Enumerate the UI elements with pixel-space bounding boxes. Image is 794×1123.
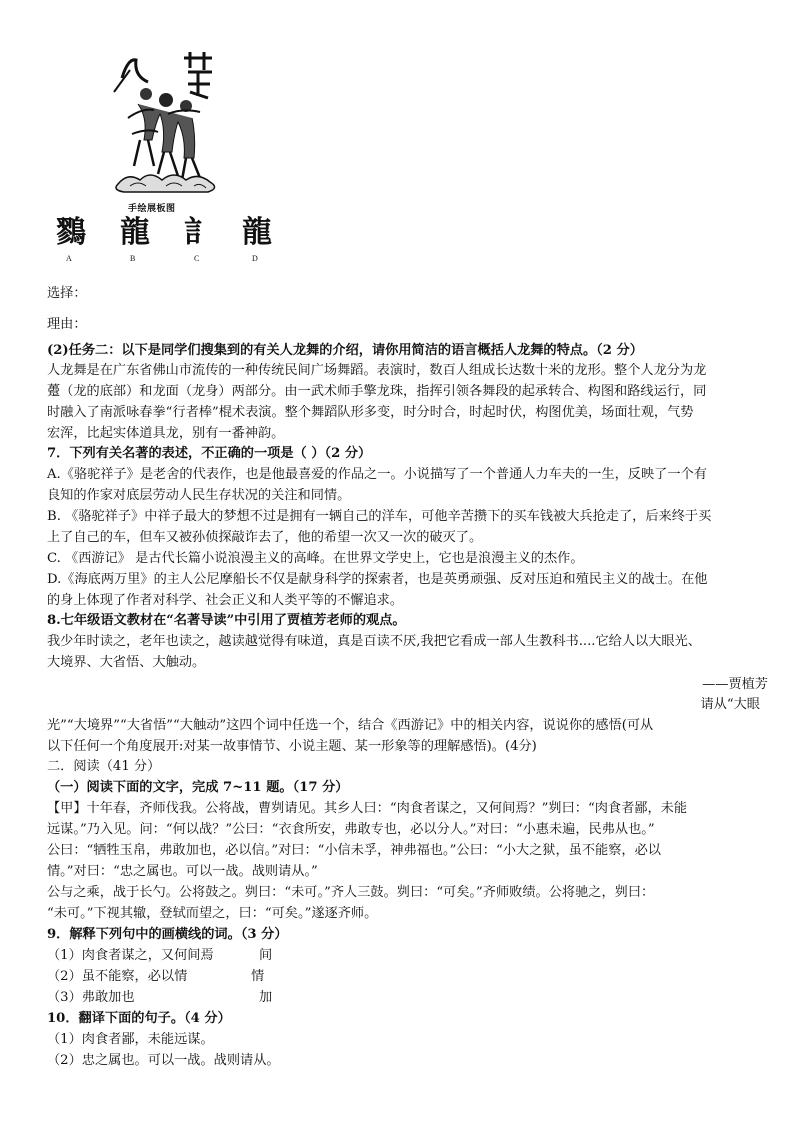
q8-quote-line: 大境界、大省悟、大触动。 — [47, 655, 206, 670]
glyph-label-c: C — [194, 254, 200, 263]
dancers-drawing-icon — [108, 48, 228, 198]
q9-prompt: 9．解释下列句中的画横线的词。（3 分） — [47, 927, 288, 942]
glyph-option-a: 鷚 — [56, 215, 86, 250]
q7-option-line: 的身上体现了作者对科学、社会正义和人类平等的不懈追求。 — [47, 593, 404, 608]
section2-heading: 二．阅读（41 分） — [47, 759, 161, 774]
task2-text-line: 宏浑，比起实体道具龙，别有一番神韵。 — [47, 426, 285, 441]
q7-option-line: A.《骆驼祥子》是老舍的代表作，也是他最喜爱的作品之一。小说描写了一个普通人力车夫的一生，反映了一个有 — [47, 467, 707, 482]
glyph-label-a: A — [66, 254, 72, 263]
task2-text-line: 躉（龙的底部）和龙面（龙身）两部分。由一武术师手擎龙珠，指挥引领各舞段的起承转合、构图和路线运行，同 — [47, 384, 707, 399]
q9-item-word: 加 — [259, 990, 273, 1005]
q7-option-line: 良知的作家对底层劳动人民生存状况的关注和同情。 — [47, 488, 351, 503]
passage-line: 公曰：“牺牲玉帛，弗敢加也，必以信。”对曰：“小信未孚，神弗福也。”公曰：“小大之狱，虽不能察，必以 — [47, 843, 661, 858]
glyph-option-d: 龍 — [242, 215, 272, 250]
dragon-dance-illustration — [108, 48, 228, 213]
q7-option-line: C. 《西游记》 是古代长篇小说浪漫主义的高峰。在世界文学史上，它也是浪漫主义的杰作。 — [47, 551, 584, 566]
task2-prompt: (2)任务二：以下是同学们搜集到的有关人龙舞的介绍，请你用简洁的语言概括人龙舞的特点。（2 分） — [47, 343, 643, 358]
q8-prompt: 8.七年级语文教材在“名著导读”中引用了贾植芳老师的观点。 — [47, 613, 406, 628]
passage-line: 情。”对曰：“忠之属也。可以一战。战则请从。” — [47, 864, 318, 879]
passage-line: “未可。”下视其辙，登轼而望之，曰：“可矣。”遂逐齐师。 — [47, 906, 378, 921]
q10-item: （1）肉食者鄙，未能远谋。 — [47, 1032, 214, 1047]
q10-item: （2）忠之属也。可以一战。战则请从。 — [47, 1053, 280, 1068]
q9-item — [47, 968, 265, 986]
glyph-option-c: 訁 — [184, 215, 214, 250]
q8-ask-start: 请从“大眼 — [700, 697, 760, 712]
q8-ask-line: 光”“大境界”“大省悟”“大触动”这四个词中任选一个，结合《西游记》中的相关内容，说说你的感悟(可从 — [47, 718, 654, 733]
passage-line: 远谋。”乃入见。问：“何以战？”公曰：“衣食所安，弗敢专也，必以分人。”对曰：“小惠未遍，民弗从也。” — [47, 822, 655, 837]
q8-author: ——贾植芳 — [702, 677, 768, 692]
q8-quote-line: 我少年时读之，老年也读之，越读越觉得有味道，真是百读不厌,我把它看成一部人生教科书....它给人以大眼光、 — [47, 634, 701, 649]
q8-ask-line: 以下任何一个角度展开:对某一故事情节、小说主题、某一形象等的理解感悟)。(4分) — [47, 739, 537, 754]
q7-option-line: B. 《骆驼祥子》中祥子最大的梦想不过是拥有一辆自己的洋车，可他辛苦攒下的买车钱被大兵抢走了，后来终于买 — [47, 509, 712, 524]
q7-option-line: 上了自己的车，但车又被孙侦探敲诈去了，他的希望一次又一次的破灭了。 — [47, 530, 483, 545]
q9-item-word: 情 — [251, 969, 265, 984]
task2-text-line: 人龙舞是在广东省佛山市流传的一种传统民间广场舞蹈。表演时，数百人组成长达数十米的龙形。整个人龙分为龙 — [47, 363, 707, 378]
q9-item-text: （3）弗敢加也 — [47, 990, 135, 1005]
glyph-option-b: 龍 — [120, 215, 150, 250]
passage-line: 【甲】十年春，齐师伐我。公将战，曹刿请见。其乡人曰：“肉食者谋之，又何间焉？”刿曰：“肉食者鄙，未能 — [47, 801, 688, 816]
q9-item — [47, 989, 273, 1007]
figure-caption: 手绘展板图 — [128, 204, 176, 214]
q9-item-text: （1）肉食者谋之，又何间焉 — [47, 948, 214, 963]
reason-label: 理由： — [47, 317, 87, 332]
passage-line: 公与之乘，战于长勺。公将鼓之。刿曰：“未可。”齐人三鼓。刿曰：“可矣。”齐师败绩。公将驰之，刿曰： — [47, 885, 655, 900]
choose-label: 选择： — [47, 286, 87, 301]
glyph-label-d: D — [252, 254, 258, 263]
section2-subheading: （一）阅读下面的文字，完成 7~11 题。（17 分） — [47, 780, 349, 795]
q9-item — [47, 947, 273, 965]
task2-text-line: 时融入了南派咏春拳“行者棒”棍术表演。整个舞蹈队形多变，时分时合，时起时伏，构图优美，场面壮观，气势 — [47, 405, 694, 420]
q7-option-line: D.《海底两万里》的主人公尼摩船长不仅是献身科学的探索者，也是英勇顽强、反对压迫和殖民主义的战士。在他 — [47, 572, 708, 587]
q10-prompt: 10．翻译下面的句子。（4 分） — [47, 1011, 231, 1026]
q9-item-word: 间 — [259, 948, 273, 963]
glyph-options — [52, 216, 312, 266]
q7-prompt: 7．下列有关名著的表述，不正确的一项是（ ）（2 分） — [47, 446, 372, 461]
q9-item-text: （2）虽不能察，必以情 — [47, 969, 188, 984]
glyph-label-b: B — [130, 254, 136, 263]
